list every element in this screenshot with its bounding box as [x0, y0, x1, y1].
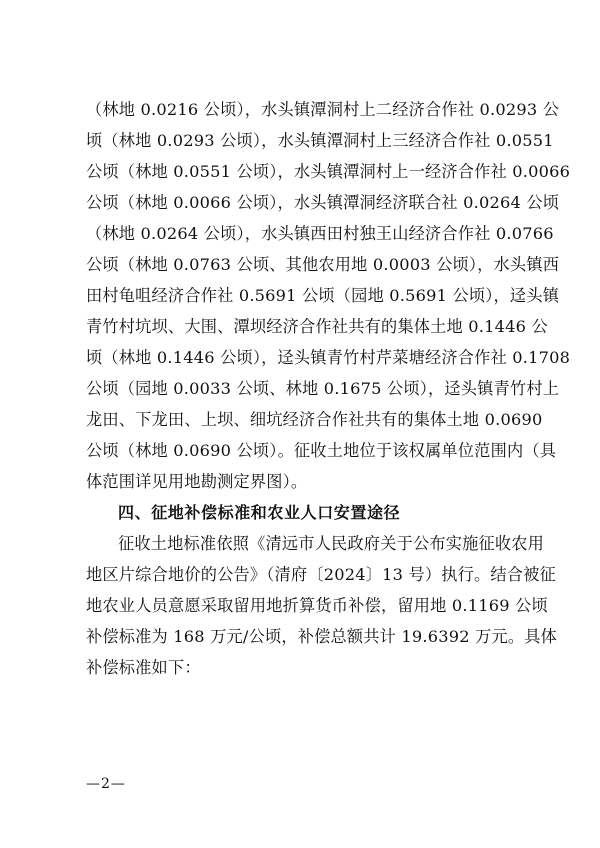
paragraph-line: 公顷（园地 0.0033 公顷、林地 0.1675 公顷），迳头镇青竹村上: [86, 379, 560, 398]
paragraph-line: 体范围详见用地勘测定界图）。: [86, 472, 308, 491]
paragraph-line: 龙田、下龙田、上坝、细坑经济合作社共有的集体土地 0.0690: [86, 410, 543, 429]
paragraph-line: 地区片综合地价的公告》（清府〔2024〕13 号）执行。结合被征: [86, 565, 556, 584]
paragraph-line: （林地 0.0264 公顷），水头镇西田村独王山经济合作社 0.0766: [86, 224, 554, 243]
section-heading: 四、征地补偿标准和农业人口安置途径: [118, 503, 401, 522]
paragraph-line: 田村龟咀经济合作社 0.5691 公顷（园地 0.5691 公顷），迳头镇: [86, 286, 560, 305]
paragraph-line: 公顷（林地 0.0763 公顷、其他农用地 0.0003 公顷），水头镇西: [86, 255, 560, 274]
paragraph-line: 征收土地标准依照《清远市人民政府关于公布实施征收农用: [118, 534, 545, 553]
paragraph-line: 补偿标准如下：: [86, 658, 201, 677]
paragraph-line: 补偿标准为 168 万元/公顷，补偿总额共计 19.6392 万元。具体: [86, 627, 558, 646]
paragraph-line: 公顷（林地 0.0551 公顷），水头镇潭洞村上一经济合作社 0.0066: [86, 162, 571, 181]
paragraph-line: 地农业人员意愿采取留用地折算货币补偿，留用地 0.1169 公顷: [86, 596, 548, 615]
paragraph-line: （林地 0.0216 公顷），水头镇潭洞村上二经济合作社 0.0293 公: [86, 100, 560, 119]
paragraph-line: 公顷（林地 0.0690 公顷）。征收土地位于该权属单位范围内（具: [86, 441, 557, 460]
page-number: —2—: [86, 776, 126, 792]
paragraph-line: 顷（林地 0.0293 公顷），水头镇潭洞村上三经济合作社 0.0551: [86, 131, 554, 150]
paragraph-line: 公顷（林地 0.0066 公顷），水头镇潭洞经济联合社 0.0264 公顷: [86, 193, 560, 212]
paragraph-line: 顷（林地 0.1446 公顷），迳头镇青竹村芹菜塘经济合作社 0.1708: [86, 348, 571, 367]
paragraph-line: 青竹村坑坝、大围、潭坝经济合作社共有的集体土地 0.1446 公: [86, 317, 548, 336]
